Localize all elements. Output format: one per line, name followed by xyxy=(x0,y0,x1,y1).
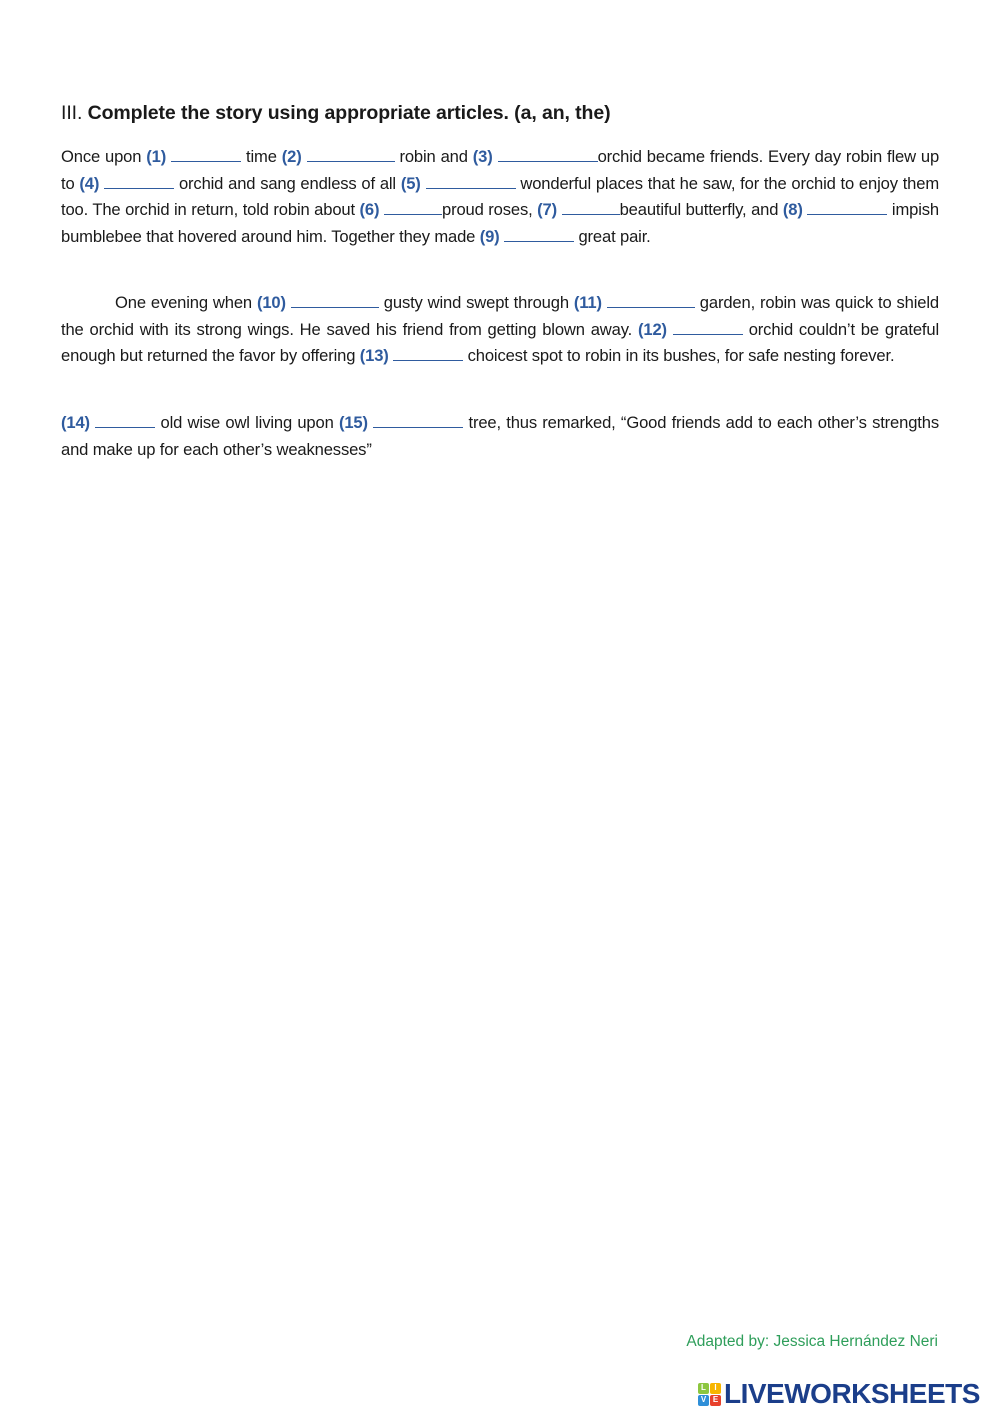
story-text: orchid and sang endless of all xyxy=(174,173,401,193)
blank-number-label: (7) xyxy=(537,200,557,219)
logo-block-e: E xyxy=(710,1395,721,1406)
answer-blank[interactable] xyxy=(393,346,463,361)
answer-blank[interactable] xyxy=(426,174,516,189)
exercise-heading xyxy=(61,102,611,125)
logo-wordmark: LIVEWORKSHEETS xyxy=(724,1378,980,1409)
answer-blank[interactable] xyxy=(673,320,743,335)
answer-blank[interactable] xyxy=(104,174,174,189)
author-credit: Adapted by: Jessica Hernández Neri xyxy=(686,1333,938,1350)
logo-block-i: I xyxy=(710,1383,721,1394)
live-blocks-icon xyxy=(698,1383,721,1406)
answer-blank[interactable] xyxy=(291,293,379,308)
story-paragraph-1 xyxy=(61,144,939,250)
blank-number-label: (1) xyxy=(146,147,167,166)
blank-number-label: (6) xyxy=(359,200,380,219)
answer-blank[interactable] xyxy=(307,147,395,162)
blank-number-label: (12) xyxy=(638,319,667,339)
story-text: great pair. xyxy=(574,226,651,246)
story-text: beautiful butterfly, and xyxy=(619,200,783,219)
answer-blank[interactable] xyxy=(373,413,463,428)
story-text: orchid couldn’t be grateful enough but returned the favor by offering xyxy=(61,319,940,365)
answer-blank[interactable] xyxy=(807,200,887,215)
story-text: choicest spot to robin in its bushes, for safe nesting forever. xyxy=(463,346,895,365)
blank-number-label: (15) xyxy=(338,413,368,432)
blank-number-label: (3) xyxy=(472,147,493,166)
answer-blank[interactable] xyxy=(171,147,241,162)
story-text: impish bumblebee that hovered around him. Together they made xyxy=(61,200,939,246)
logo-block-v: V xyxy=(698,1395,709,1406)
story-text: tree, thus remarked, “Good friends add to each other’s strengths and make up for each other’s weaknesses” xyxy=(61,413,939,459)
blank-number-label: (11) xyxy=(573,293,602,312)
story-text: old wise owl living upon xyxy=(155,413,339,432)
exercise-number: III. xyxy=(61,102,83,124)
exercise-instruction: Complete the story using appropriate articles. (a, an, the) xyxy=(87,102,611,124)
blank-number-label: (5) xyxy=(400,173,421,193)
answer-blank[interactable] xyxy=(498,147,598,162)
liveworksheets-logo xyxy=(698,1378,980,1410)
blank-number-label: (13) xyxy=(359,346,389,365)
logo-block-l: L xyxy=(698,1383,709,1394)
answer-blank[interactable] xyxy=(607,293,695,308)
blank-number-label: (4) xyxy=(79,173,100,193)
blank-number-label: (14) xyxy=(61,413,90,432)
story-paragraph-3 xyxy=(61,410,939,463)
story-text: robin and xyxy=(394,147,473,166)
story-text: orchid became friends. Every day robin flew up to xyxy=(61,147,940,193)
story-text: time xyxy=(241,147,282,166)
story-text: garden, robin was quick to shield the orchid with its strong wings. He saved his friend from getting blown away. xyxy=(61,293,939,339)
blank-number-label: (10) xyxy=(256,293,286,312)
answer-blank[interactable] xyxy=(95,413,155,428)
story-paragraph-2 xyxy=(61,290,939,370)
story-text: One evening when xyxy=(115,293,257,312)
blank-number-label: (8) xyxy=(782,200,803,219)
story-text: proud roses, xyxy=(441,200,538,219)
answer-blank[interactable] xyxy=(504,227,574,242)
story-text: wonderful places that he saw, for the orchid to enjoy them too. The orchid in return, told robin about xyxy=(61,173,939,219)
story-text: gusty wind swept through xyxy=(378,293,574,312)
answer-blank[interactable] xyxy=(384,200,442,215)
story-text: Once upon xyxy=(61,147,147,166)
answer-blank[interactable] xyxy=(562,200,620,215)
blank-number-label: (2) xyxy=(281,147,302,166)
blank-number-label: (9) xyxy=(479,226,500,246)
